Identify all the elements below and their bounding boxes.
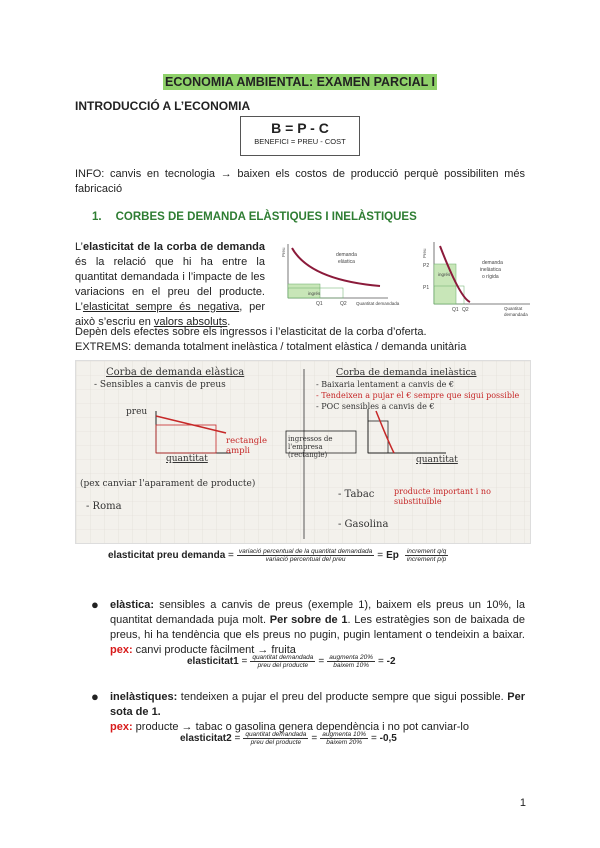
inelastic-bullet: inelàstiques: tendeixen a pujar el preu del producte sempre que sigui possible. Per sota de 1. pex: producte → tabac o gasolina genera dependència i no pot canviar-lo [110,691,525,733]
hand-right-line2: - Tendeixen a pujar el € sempre que sigui possible [316,391,520,400]
y-tick: P2 [423,263,430,269]
box-label: ingrés [438,272,451,277]
curve-label: demanda [482,260,503,266]
hand-right-line3: - POC sensibles a canvis de € [316,402,435,411]
hand-left-rect: rectangle ampli [226,436,268,456]
hand-left-quantitat: quantitat [166,454,208,464]
hand-left-sub: - Sensibles a canvis de preus [94,380,226,390]
absolute-values-note: valors absoluts [153,316,228,328]
inelastic-demand-chart [420,240,532,318]
x-tick: Q1 [316,301,323,307]
handwritten-notes-photo [75,360,531,544]
info-paragraph: INFO: canvis en tecnologia → baixen els costos de producció perquè possibiliten més fabricació [75,168,525,195]
ep-fraction: $\frac{\text{variació percentual de la quantitat demandada}}{\text{variació percentual del preu}}$ [238,548,373,563]
x-tick: Q2 [462,307,469,313]
formula-sub: BENEFICI = PREU - COST [254,137,346,146]
bullet-dot: ● [91,689,99,704]
depends-paragraph [75,325,535,355]
elasticity-term: elasticitat de la corba de demanda [82,241,265,253]
hand-left-bottom: (pex canviar l'aparament de producte) [80,479,256,489]
price-elasticity-formula: elasticitat preu demanda = $\frac{\text{variació percentual de la quantitat demandada}}{\text{variació percentual del preu}}$ = Ep $\frac{\text{increment q/q}}{\text{increment p/p}}$ [108,548,447,563]
hand-right-title: Corba de demanda inelàstica [336,367,477,378]
section-heading [92,211,417,223]
document-title: ECONOMIA AMBIENTAL: EXAMEN PARCIAL I [165,75,435,89]
x-axis-label: Quantitat [504,306,523,311]
hand-right-quantitat: quantitat [416,455,458,465]
hand-center: ingressos de l'empresa (rectangle) [288,435,333,459]
bullet-dot: ● [91,597,99,612]
elasticity1-equation: elasticitat1 = $\frac{\text{quantitat demandada}}{\text{preu del producte}}$ = $\frac{\text{augmenta 20\%}}{\text{baixem 10\%}}$ = -2 [187,654,396,669]
hand-right-gasolina: - Gasolina [338,519,389,530]
ep-fraction-2: $\frac{\text{increment q/q}}{\text{increment p/p}}$ [406,548,447,563]
income-box [434,264,456,304]
hand-right-note: producte important i no substituïble [394,487,491,506]
page-number: 1 [519,797,526,809]
depends-line: Depèn dels efectes sobre els ingressos i l’elasticitat de la corba d’oferta. [75,326,427,338]
ep-symbol: Ep [386,550,399,561]
hand-right-tabac: - Tabac [338,489,375,500]
y-axis-label: Preu [422,248,427,258]
y-axis-label: Preu [281,247,286,257]
x-tick: Q1 [452,307,459,313]
hand-left-preu: preu [126,407,148,417]
curve-label: demanda [336,252,357,258]
intro-heading: INTRODUCCIÓ A L’ECONOMIA [75,99,251,113]
elasticity-paragraph: L’elasticitat de la corba de demanda és la relació que hi ha entre la quantitat demandada i l’impacte de les variacions en el preu del producte. L’elasticitat sempre és negativa, per això s’escriu en valors absoluts. [75,241,265,328]
ep-label: elasticitat preu demanda [108,550,226,561]
curve-label: elàstica [338,259,355,265]
hand-left-bottom2: - Roma [86,501,122,512]
curve-label: inelàstica [480,267,501,273]
extremes-line: EXTREMS: demanda totalment inelàstica / totalment elàstica / demanda unitària [75,341,467,353]
section-title: CORBES DE DEMANDA ELÀSTIQUES I INELÀSTIQUES [115,211,417,223]
elastic-demand-chart [280,240,400,308]
x-axis-label: demandada [504,312,528,317]
elasticity2-equation: elasticitat2 = $\frac{\text{quantitat demandada}}{\text{preu del producte}}$ = $\frac{\text{augmenta 10\%}}{\text{baixem 20\%}}$ = -0,5 [180,731,397,746]
hand-right-line1: - Baixaria lentament a canvis de € [316,380,455,389]
formula-box [240,116,360,156]
box-label: ingrés [308,291,321,296]
curve-label: o rígida [482,274,499,280]
negative-note: elasticitat sempre és negativa [82,301,240,313]
x-axis-label: Quantitat demandada [356,301,400,306]
elastic-bullet: elàstica: sensibles a canvis de preus (exemple 1), baixem els preus un 10%, la quantitat demandada puja molt. Per sobre de 1. Les estratègies son de baixada de preus, hi ha tendència que els preus no pugin, pugin lentament o tendeixin a baixar. pex: canvi producte fàcilment → fruita [110,599,525,656]
hand-left-title: Corba de demanda elàstica [106,367,245,378]
y-tick: P1 [423,285,430,291]
formula-main: B = P - C [271,120,329,136]
section-number: 1. [92,211,102,223]
x-tick: Q2 [340,301,347,307]
